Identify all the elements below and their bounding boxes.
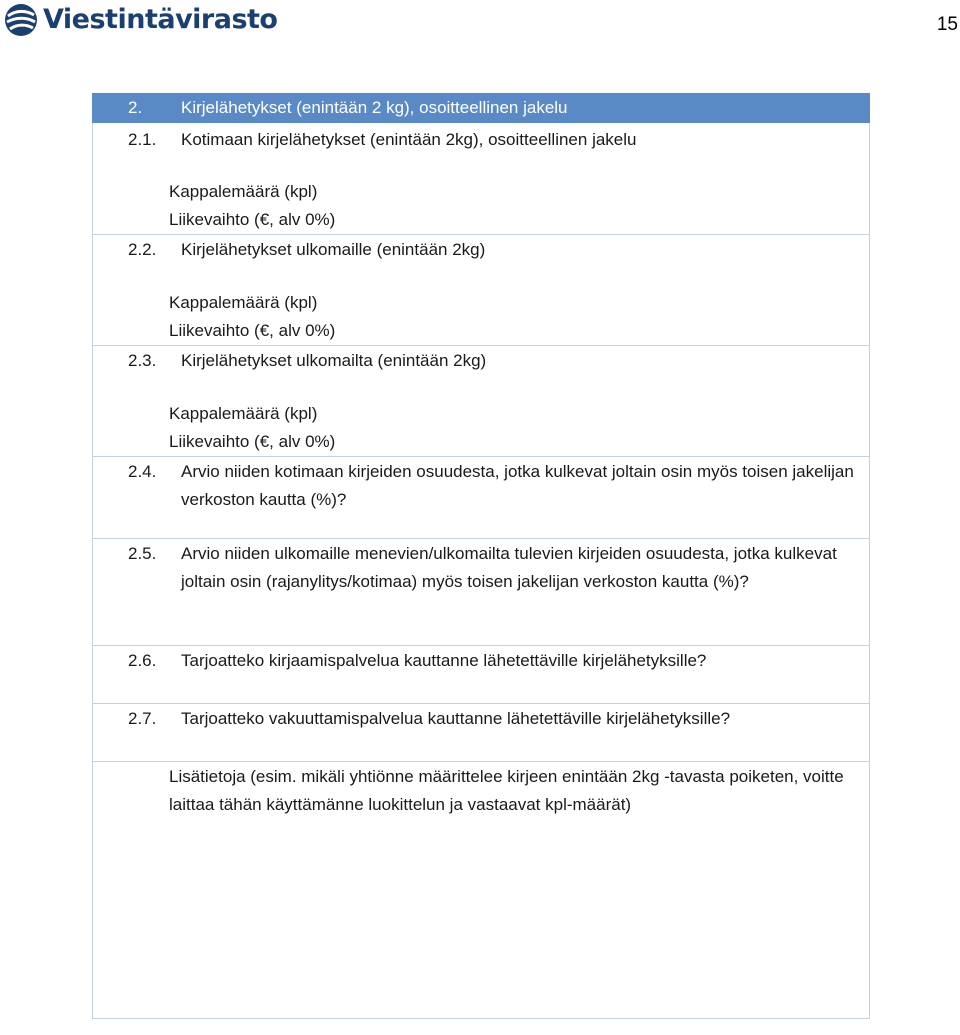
quantity-field-row[interactable] bbox=[93, 178, 870, 206]
quantity-field-row[interactable] bbox=[93, 289, 870, 317]
revenue-field-row[interactable] bbox=[93, 206, 870, 235]
question-number: 2.4. bbox=[128, 462, 157, 481]
question-row[interactable] bbox=[93, 539, 870, 646]
spacer-row bbox=[93, 155, 870, 178]
revenue-field-row[interactable] bbox=[93, 428, 870, 457]
subsection-row bbox=[93, 235, 870, 265]
quantity-field-label: Kappalemäärä (kpl) bbox=[93, 400, 870, 428]
globe-logo-icon bbox=[4, 3, 38, 37]
subsection-title: Kirjelähetykset ulkomaille (enintään 2kg) bbox=[181, 240, 486, 259]
quantity-field-label: Kappalemäärä (kpl) bbox=[93, 178, 870, 206]
logo-wordmark: Viestintävirasto bbox=[43, 4, 278, 35]
question-number: 2.5. bbox=[128, 544, 157, 563]
question-row[interactable] bbox=[93, 457, 870, 539]
subsection-number: 2.3. bbox=[128, 351, 157, 370]
question-row[interactable] bbox=[93, 704, 870, 762]
page-number: 15 bbox=[936, 14, 958, 35]
revenue-field-label: Liikevaihto (€, alv 0%) bbox=[93, 206, 870, 235]
subsection-number: 2.1. bbox=[128, 130, 157, 149]
section-number: 2. bbox=[128, 98, 143, 117]
quantity-field-row[interactable] bbox=[93, 400, 870, 428]
additional-info-label: Lisätietoja (esim. mikäli yhtiönne määrittelee kirjeen enintään 2kg -tavasta poiketen, voitte laittaa tähän käyttämänne luokittelun ja vastaavat kpl-määrät) bbox=[169, 767, 844, 814]
question-number: 2.7. bbox=[128, 709, 157, 728]
question-text: Tarjoatteko vakuuttamispalvelua kauttanne lähetettäville kirjelähetyksille? bbox=[181, 709, 731, 728]
letter-mail-form bbox=[92, 93, 870, 1019]
quantity-field-label: Kappalemäärä (kpl) bbox=[93, 289, 870, 317]
subsection-number: 2.2. bbox=[128, 240, 157, 259]
subsection-title: Kirjelähetykset ulkomailta (enintään 2kg) bbox=[181, 351, 487, 370]
agency-logo bbox=[4, 3, 278, 37]
subsection-row bbox=[93, 123, 870, 155]
revenue-field-label: Liikevaihto (€, alv 0%) bbox=[93, 428, 870, 457]
subsection-row bbox=[93, 346, 870, 376]
page-header bbox=[0, 0, 960, 60]
section-title: Kirjelähetykset (enintään 2 kg), osoitteellinen jakelu bbox=[181, 98, 568, 117]
revenue-field-row[interactable] bbox=[93, 317, 870, 346]
question-text: Arvio niiden kotimaan kirjeiden osuudesta, jotka kulkevat joltain osin myös toisen jakelijan verkoston kautta (%)? bbox=[181, 462, 854, 509]
spacer-row bbox=[93, 375, 870, 400]
question-row[interactable] bbox=[93, 646, 870, 704]
subsection-title: Kotimaan kirjelähetykset (enintään 2kg), osoitteellinen jakelu bbox=[181, 130, 637, 149]
spacer-row bbox=[93, 264, 870, 289]
revenue-field-label: Liikevaihto (€, alv 0%) bbox=[93, 317, 870, 346]
question-text: Arvio niiden ulkomaille menevien/ulkomailta tulevien kirjeiden osuudesta, jotka kulkevat joltain osin (rajanylitys/kotimaa) myös toisen jakelijan verkoston kautta (%)? bbox=[181, 544, 837, 591]
section-header bbox=[93, 93, 870, 123]
question-text: Tarjoatteko kirjaamispalvelua kauttanne lähetettäville kirjelähetyksille? bbox=[181, 651, 707, 670]
additional-info-field[interactable] bbox=[93, 762, 870, 1019]
question-number: 2.6. bbox=[128, 651, 157, 670]
